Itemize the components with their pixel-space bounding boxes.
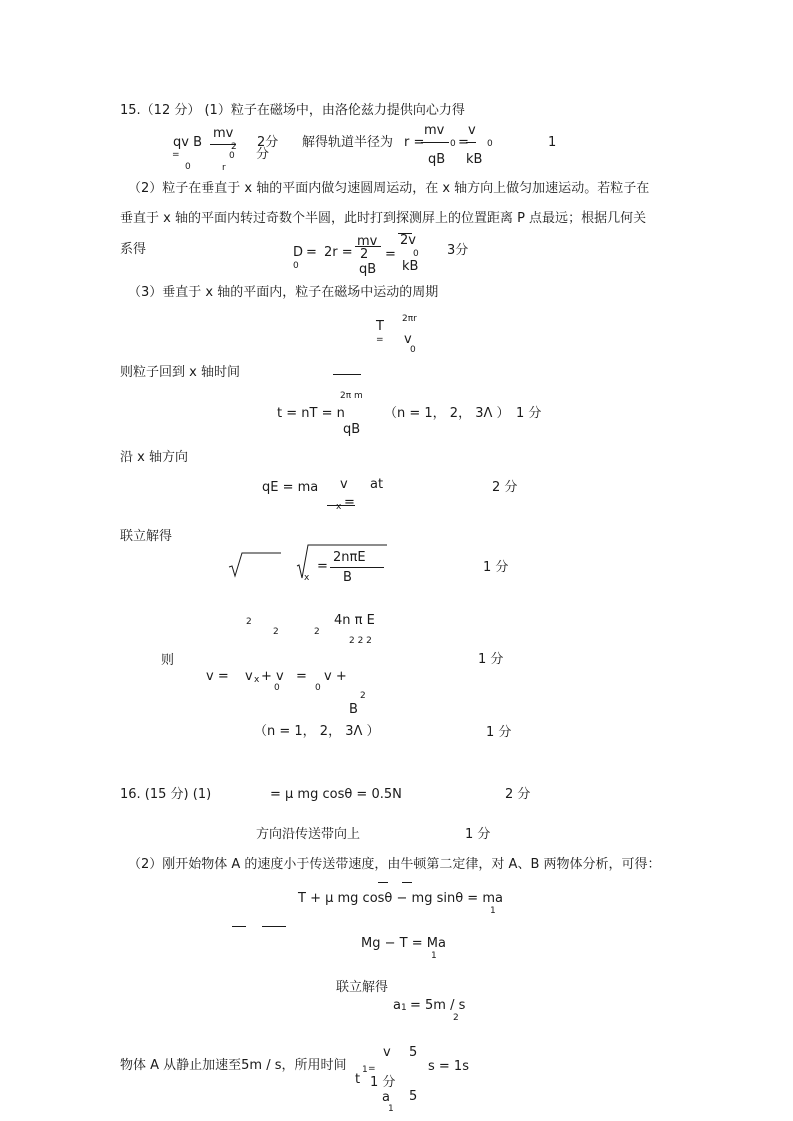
p15-eq1-sub: 0 [185, 162, 191, 172]
p15-eq4-score: 1 分 [516, 406, 542, 421]
p15-eq2-eq2: = [385, 247, 396, 262]
p15-eq7-plus: + v [261, 669, 284, 684]
p15-eq1-v: v [468, 123, 476, 138]
p15-eq7-sub0: 0 [274, 683, 280, 693]
p16-eq3-sub1: 1 [431, 951, 437, 961]
p15-eq6-num: 2nπE [333, 550, 366, 565]
p15-eq7-ze: 则 [161, 653, 175, 668]
p16-eq2-bar1 [378, 882, 388, 883]
p16-eq5-sub1: 1 [362, 1065, 368, 1075]
p15-eq6-eq: = [317, 559, 328, 574]
p15-eq2-score: 3分 [447, 243, 469, 258]
p15-eq2-fraction-bar [355, 246, 381, 247]
p16-eq4-rest: = 5m / s [410, 998, 466, 1013]
p15-eq1-r-eq: r = [404, 135, 425, 150]
p15-eq2-eq: = [306, 245, 317, 260]
p15-eq3-eq: = [376, 335, 384, 345]
p15-eq4-2pim: 2π m [340, 391, 363, 401]
p15-eq2-sub0b: 0 [413, 249, 419, 259]
p15-eq7-2c: 2 [314, 627, 320, 637]
p16-eq1: = μ mg cosθ = 0.5N [270, 787, 402, 802]
p15-eq6-den: B [343, 570, 352, 585]
p15-eq1-eq2: = [458, 135, 469, 150]
p16-direction-score: 1 分 [465, 827, 491, 842]
p15-eq7-b: B [349, 702, 358, 717]
p15-eq3-t: T [376, 319, 384, 334]
p15-eq2-sub0: 0 [293, 261, 299, 271]
p15-eq7-num: 4n π E [334, 613, 375, 628]
p15-eq1-score: 2分 [257, 135, 279, 150]
p15-eq4-overline [333, 374, 361, 375]
p15-eq3-2pir: 2πr [402, 314, 417, 324]
p15-eq7-vplus: v + [324, 669, 347, 684]
p16-accel: 物体 A 从静止加速至5m / s，所用时间 [120, 1058, 347, 1073]
p15-eq2-2: 2 [360, 247, 369, 262]
p15-eq7-222: 2 2 2 [349, 636, 372, 646]
p15-part3-time: 则粒子回到 x 轴时间 [120, 365, 240, 380]
p15-eq2-mv: mv [357, 234, 378, 249]
p16-eq2-bar4 [262, 926, 286, 927]
p16-eq2-bar2 [402, 882, 412, 883]
p15-part2-line1: （2）粒子在垂直于 x 轴的平面内做匀速圆周运动，在 x 轴方向上做匀加速运动。若粒子在 [128, 181, 650, 196]
p16-solve: 联立解得 [336, 980, 389, 995]
p16-eq5-5b: 5 [409, 1089, 418, 1104]
p15-eq2-2r: 2r = [324, 245, 353, 260]
p15-eq7-vx: v [245, 669, 253, 684]
p15-eq3-sub0: 0 [410, 345, 416, 355]
p15-eq1-r: r [222, 163, 226, 173]
p15-eq5-score: 2 分 [492, 480, 518, 495]
p15-eq1-sub0: 0 [229, 151, 235, 161]
p15-eq1-fraction-bar2 [421, 142, 449, 143]
p15-eq4-t: t = nT = n [277, 406, 345, 421]
p15-eq7-2b: 2 [273, 627, 279, 637]
p16-eq5-score: 1 分 [370, 1075, 396, 1090]
p15-eq7-score: 1 分 [478, 652, 504, 667]
p15-eq2-2v: 2v [400, 233, 416, 248]
p15-eq1-qb: qB [428, 152, 446, 167]
p15-eq1-kb: kB [466, 152, 483, 167]
p15-eq6-score: 1 分 [483, 560, 509, 575]
p15-eq7-v: v = [206, 669, 229, 684]
p15-part2-line2: 垂直于 x 轴的平面内转过奇数个半圆，此时打到探测屏上的位置距离 P 点最远；根据几何关 [120, 211, 647, 226]
p15-eq5-qe: qE = ma [262, 480, 319, 495]
p15-eq1-fraction-bar3 [466, 142, 476, 143]
p16-eq2-sub1: 1 [490, 906, 496, 916]
p15-eq1-sub0d: 0 [487, 139, 493, 149]
p16-eq5-t: t [355, 1072, 361, 1087]
p16-direction: 方向沿传送带向上 [256, 827, 361, 842]
p16-eq5-asub: 1 [388, 1104, 394, 1114]
p15-eq1-mv2: mv [424, 123, 445, 138]
p15-eq1-mv: mv [213, 126, 234, 141]
p15-part3-solve: 联立解得 [120, 529, 173, 544]
p15-eq2-d: D [293, 245, 304, 260]
p15-part3-line: （3）垂直于 x 轴的平面内，粒子在磁场中运动的周期 [128, 285, 439, 300]
p15-eq6-x: x [304, 573, 310, 583]
p15-eq1-sub0c: 0 [450, 139, 456, 149]
p15-eq1-qvb: qv B [173, 135, 202, 150]
p15-eq7-eq: = [296, 669, 307, 684]
p15-eq4-qb: qB [343, 422, 361, 437]
p15-eq1-fen: 分 [256, 147, 270, 162]
p15-heading: 15.（12 分） (1）粒子在磁场中，由洛伦兹力提供向心力得 [120, 103, 465, 118]
p16-eq5-eq: = [368, 1064, 376, 1074]
p15-eq6-sqrt1 [228, 552, 282, 578]
p16-eq5-v: v [383, 1045, 391, 1060]
p15-eq7-sup2: 2 [360, 691, 366, 701]
p15-eq4-n: （n = 1， 2， 3Λ ） [384, 406, 510, 421]
p16-eq2-bar3 [232, 926, 246, 927]
p15-eq6-fraction-bar [330, 567, 384, 568]
p15-eq7-xsub: x [254, 675, 260, 685]
p15-eq7-2a: 2 [246, 617, 252, 627]
p15-eq5-v: v [340, 477, 348, 492]
p16-eq4-sup2: 2 [453, 1013, 459, 1023]
p16-heading: 16. (15 分) (1) [120, 787, 212, 802]
p15-eq1-sup: 2 [231, 142, 237, 152]
p15-part3-xdir: 沿 x 轴方向 [120, 450, 188, 465]
p15-eq5-eq: = [344, 495, 355, 510]
p16-eq3: Mg − T = Ma [361, 936, 446, 951]
p16-part2-line: （2）刚开始物体 A 的速度小于传送带速度，由牛顿第二定律，对 A、B 两物体分析，可得： [128, 857, 661, 872]
p15-eq7-score2: 1 分 [486, 725, 512, 740]
p16-eq4-a: a [393, 998, 401, 1013]
p16-eq2: T + μ mg cosθ − mg sinθ = ma [298, 891, 503, 906]
p15-part2-line3: 系得 [120, 242, 147, 257]
p15-eq5-x: x [336, 502, 342, 512]
p16-eq5-a: a [382, 1090, 390, 1105]
p16-eq1-score: 2 分 [505, 787, 531, 802]
p15-eq1-text: 解得轨道半径为 [302, 135, 394, 150]
p15-eq5-at: at [370, 477, 384, 492]
p16-eq4-sub1: 1 [401, 1003, 407, 1013]
p16-eq5-5: 5 [409, 1045, 418, 1060]
p15-eq7-n: （n = 1， 2， 3Λ ） [254, 724, 380, 739]
p15-eq3-v: v [404, 332, 412, 347]
p15-eq1-eq: = [172, 150, 180, 160]
p16-eq5-res: s = 1s [428, 1059, 469, 1074]
p15-eq7-sub0b: 0 [315, 683, 321, 693]
p15-eq1-one: 1 [548, 135, 557, 150]
p15-eq2-qb: qB [359, 262, 377, 277]
p15-eq2-kb: kB [402, 259, 419, 274]
